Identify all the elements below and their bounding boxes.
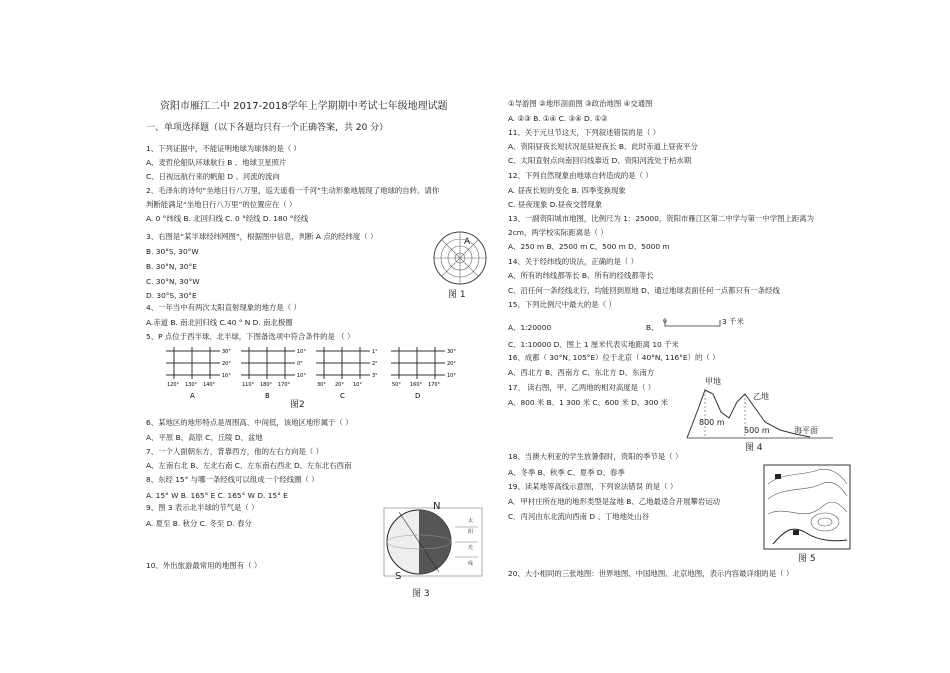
q7-line-2: A、左南右北 B、左北右南 C、左东南右西北 D、左东北右西南	[146, 461, 352, 470]
q11-line-1: 11、关于元旦节这天，下列叙述错误的是（ ）	[508, 128, 661, 137]
q2-line-3: A. 0 °纬线 B. 北回归线 C. 0 °经线 D. 180 °经线	[146, 214, 309, 223]
q6-line-1: 6、某地区的地形特点是周围高、中间低，该地区地形属于（ ）	[146, 418, 353, 427]
figure-2-grid-options	[162, 346, 456, 401]
q11-line-2: A、资阳昼夜长短状况是昼短夜长 B、此时赤道上昼夜平分	[508, 142, 698, 151]
q8-line-2: A. 15° W B. 165° E C. 165° W D. 15° E	[146, 491, 288, 500]
q5-line-1: 5、P 点位于西半球、北半球，下图备选项中符合条件的是 （ ）	[146, 332, 355, 341]
fig1-point-a: A	[464, 237, 471, 247]
q18-line-1: 18、当澳大利亚的学生放暑假时，资阳的季节是（ ）	[508, 452, 683, 461]
fig2-b-lon-label: 110°	[242, 382, 255, 388]
q4-line-1: 4、一年当中有两次太阳直射现象的地方是（ ）	[146, 303, 301, 312]
fig2-a-lat-label: 20°	[222, 361, 231, 367]
fig2-option-d: D	[415, 392, 421, 400]
q15-scale-unit: 3 千米	[722, 317, 744, 326]
q15-scale-zero: 0	[663, 318, 667, 325]
figure-2-caption: 图2	[290, 400, 305, 410]
fig2-a-lon-label: 140°	[203, 382, 216, 388]
q1-line-3: C、日视远航行来的帆船 D 、河流的流向	[146, 172, 280, 181]
fig3-legend-1: 太	[468, 518, 474, 524]
q2-line-1: 2、毛泽东的诗句“坐地日行八万里，巡天遥看一千河”生动形象地展现了地球的自转。请你	[146, 186, 440, 195]
q20-line-1: 20、大小相同的三张地图：世界地图、中国地图、北京地图，表示内容最详细的是（ ）	[508, 569, 794, 578]
figure-5-contour-map	[763, 464, 851, 550]
q16-line-2: A、西北方 B、西南方 C、东北方 D、东南方	[508, 368, 655, 377]
fig2-option-b: B	[265, 392, 270, 400]
q10c-line-2: A. ②③ B. ①④ C. ③④ D. ①②	[508, 114, 608, 123]
figure-3-caption: 图 3	[412, 589, 430, 599]
fig3-legend-4: 线	[468, 561, 474, 567]
q12-line-1: 12、下列自然现象由地球自转造成的是（ ）	[508, 171, 653, 180]
q16-line-1: 16、成都（ 30°N, 105°E）位于北京（ 40°N, 116°E）的（ ）	[508, 353, 720, 362]
fig2-b-lat-label: 10°	[297, 349, 306, 355]
q14-line-2: A、所有的纬线都等长 B、所有的经线都等长	[508, 271, 654, 280]
q10c-line-1: ①导游图 ②地形剖面图 ③政治地图 ④交通图	[508, 99, 653, 108]
q12-line-2: A. 昼夜长短的变化 B. 四季变换现象	[508, 186, 626, 195]
q12-line-3: C. 昼夜现象 D.昼夜交替现象	[508, 200, 603, 209]
q17-line-1: 17、 读右图，甲、乙两地的相对高度是（ ）	[508, 383, 656, 392]
q4-line-2: A.赤道 B. 南北回归线 C.40 ° N D. 南北极圈	[146, 318, 293, 327]
q1-line-1: 1、下列证据中，不能证明地球为球体的是（ ）	[146, 144, 301, 153]
q2-line-2: 判断能满足“坐地日行八万里”的位置应在（ ）	[146, 200, 297, 209]
q15-line-3: C、1:10000 D、图上 1 厘米代表实地距离 10 千米	[508, 340, 679, 349]
fig2-d-lat-label: 20°	[447, 361, 456, 367]
fig2-d-lon-label: 170°	[428, 382, 441, 388]
q3-line-5: D. 30°S, 30°E	[146, 291, 197, 300]
q18-line-2: A、冬季 B、秋季 C、夏季 D、春季	[508, 468, 625, 477]
q11-line-3: C、太阳直射点向南回归线靠近 D、资阳河流处于枯水期	[508, 156, 692, 165]
fig2-c-lon-label: 30°	[317, 382, 326, 388]
q15-line-2: A、1:20000	[508, 323, 552, 332]
q13-line-2: 2cm，两学校实际距离是（ ）	[508, 228, 608, 237]
q19-line-1: 19、读某地等高线示意图，下列说法错误 的是（ ）	[508, 482, 678, 491]
page-title: 资阳市雁江二中 2017-2018学年上学期期中考试七年级地理试题	[160, 101, 448, 112]
fig2-a-lat-label: 30°	[222, 349, 231, 355]
q3-line-3: B. 30°N, 30°E	[146, 262, 197, 271]
q3-line-1: 3、右图是“某半球经纬网图”，根据图中信息，判断 A 点的经纬度（ ）	[146, 232, 378, 241]
fig2-d-lon-label: 50°	[392, 382, 401, 388]
q9-line-2: A. 夏至 B. 秋分 C. 冬至 D. 春分	[146, 519, 252, 528]
fig3-legend-2: 阳	[468, 529, 474, 535]
fig2-a-lon-label: 120°	[167, 382, 180, 388]
fig2-option-a: A	[190, 392, 195, 400]
fig2-b-lon-label: 180°	[260, 382, 273, 388]
q15-line-1: 15、下列比例尺中最大的是（ ）	[508, 300, 616, 309]
q14-line-3: C、沿任何一条经线北行，均能回到原地 D、通过地球表面任何一点都只有一条经线	[508, 286, 780, 295]
figure-4-caption: 图 4	[745, 443, 763, 453]
q7-line-1: 7、一个人面朝东方，背靠西方，他的左右方向是（ ）	[146, 447, 324, 456]
fig4-height-800: 800 m	[699, 418, 725, 427]
q1-line-2: A、麦哲伦船队环球航行 B 、地球卫星照片	[146, 158, 287, 167]
figure-5-caption: 图 5	[798, 554, 816, 564]
q17-line-2: A、800 米 B、1 300 米 C、600 米 D、300 米	[508, 398, 669, 407]
fig2-d-lon-label: 160°	[410, 382, 423, 388]
fig2-b-lat-label: 10°	[297, 373, 306, 379]
fig4-yi-label: 乙地	[753, 392, 769, 401]
fig2-a-lat-label: 10°	[222, 373, 231, 379]
q13-line-1: 13、一副资阳城市地图，比例尺为 1：25000，资阳市雁江区第二中学与第一中学图上距离为	[508, 214, 815, 223]
figure-1-hemisphere-grid	[420, 230, 500, 292]
q6-line-2: A、平原 B、高原 C、丘陵 D、盆地	[146, 433, 263, 442]
fig2-c-lon-label: 10°	[353, 382, 362, 388]
q13-line-3: A、250 m B、2500 m C、500 m D、5000 m	[508, 242, 670, 251]
fig4-jia-label: 甲地	[705, 377, 721, 386]
fig2-c-lat-label: 1°	[372, 349, 378, 355]
fig2-d-lat-label: 30°	[447, 349, 456, 355]
fig4-sea-level: 海平面	[794, 426, 818, 435]
q15-option-b-prefix: B、	[646, 323, 659, 332]
fig2-c-lon-label: 20°	[335, 382, 344, 388]
fig2-option-c: C	[340, 392, 345, 400]
q3-line-4: C. 30°N, 30°W	[146, 277, 200, 286]
fig3-legend-3: 光	[468, 545, 474, 551]
figure-1-caption: 图 1	[448, 290, 466, 300]
q19-line-3: C．丙河由东北流向西南 D 、丁地地处山谷	[508, 512, 650, 521]
q8-line-1: 8、东经 15° 与哪一条经线可以组成一个经线圈（ ）	[146, 475, 319, 484]
fig3-south-label: S	[395, 571, 402, 582]
q14-line-1: 14、关于经纬线的说法，正确的是（ ）	[508, 257, 639, 266]
section-heading: 一、单项选择题（以下各题均只有一个正确答案，共 20 分）	[146, 123, 389, 133]
fig2-a-lon-label: 130°	[185, 382, 198, 388]
q19-line-2: A．甲村庄所在地的地形类型是盆地 B、乙地最适合开展攀岩运动	[508, 497, 721, 506]
fig4-height-500: 500 m	[744, 426, 770, 435]
fig2-d-lat-label: 10°	[447, 373, 456, 379]
q3-line-2: B. 30°S, 30°W	[146, 247, 199, 256]
fig2-b-lat-label: 0°	[297, 361, 303, 367]
fig2-c-lat-label: 2°	[372, 361, 378, 367]
q9-line-1: 9、图 3 表示北半球的节气是（ ）	[146, 503, 259, 512]
q10-line-1: 10、外出旅游最常用的地图有（ ）	[146, 561, 262, 570]
fig2-c-lat-label: 3°	[372, 373, 378, 379]
fig2-b-lon-label: 170°	[278, 382, 291, 388]
fig3-north-label: N	[433, 501, 441, 512]
